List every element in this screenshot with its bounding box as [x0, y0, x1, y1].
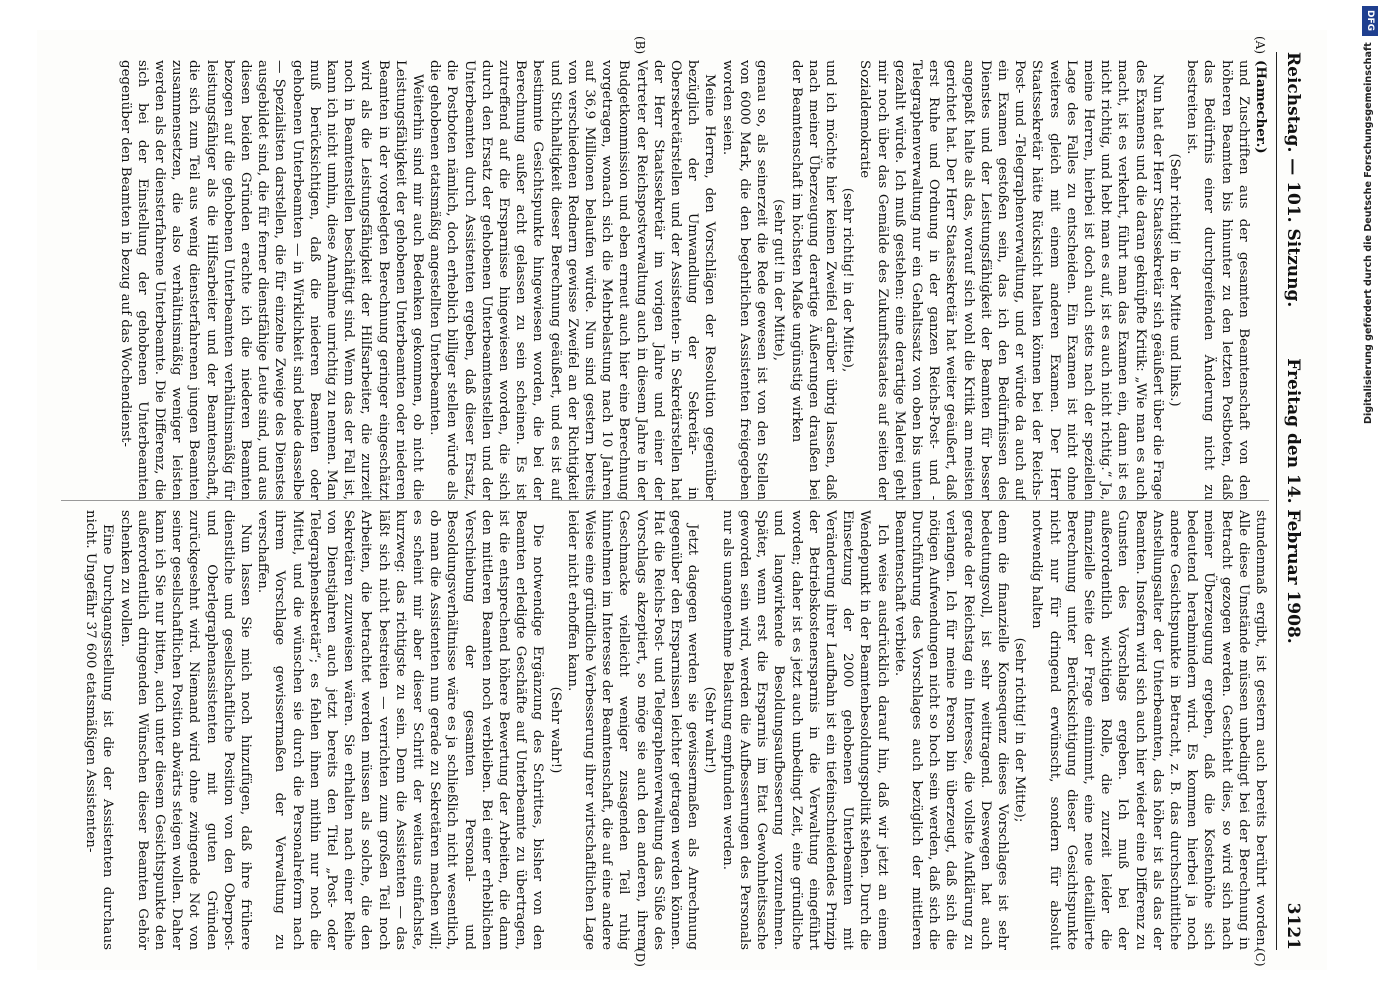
interjection: (sehr richtig! in der Mitte); [1012, 637, 1028, 823]
interjection: (Sehr wahr!) [702, 686, 718, 774]
paragraph: Eine Durchgangsstellung ist die der Assistenten durchaus nicht. Ungefähr 37 600 etatsmäßigen Assistenten- [83, 510, 116, 950]
interjection: (Sehr wahr!) [547, 686, 563, 774]
header-session: Reichstag. — 101. Sitzung. [1283, 52, 1303, 308]
paragraph: Ich weise ausdrücklich darauf hin, daß wir jetzt an einem Wendepunkt in der Beamtenbesoldungspolitik stehen. Durch die Einsetzung der 2000 gehobenen Unterbeamten mit Veränderung ihrer Laufbahn ist ein tiefeinschneidendes Prinzip der Betriebskostenersparnis in die Verwaltung eingeführt worden; daher ist es jetzt auch unbedingt Zeit, eine gründliche und langwirkende Besoldungsaufbesserung vorzunehmen. Später, wenn erst die Ersparnis im Etat Gewohnheitssache geworden sein wird, werden die Aufbesserungen des Personals nur als unangenehme Belastung empfunden werden. [719, 510, 890, 950]
dfg-credit [1362, 6, 1378, 994]
column-divider [61, 500, 1269, 501]
dfg-credit-text: Digitalisierung gefördert durch die Deutsche Forschungsgemeinschaft [1363, 42, 1374, 424]
paragraph: und Zuschriften aus der gesamten Beamtenschaft von den höheren Beamten bis hinunter zu den letzten Postboten, daß das Bedürfnis einer durchgreifenden Änderung nicht zu bestreiten ist. [1184, 60, 1251, 500]
speaker-name: (Hamecher.) [1253, 60, 1269, 154]
interjection: (sehr gut! in der Mitte), [771, 199, 787, 361]
margin-mark-c: (C) [1253, 948, 1267, 967]
header-date: Freitag den 14. Februar 1908. [1283, 358, 1303, 644]
page-number: 3121 [1283, 902, 1303, 950]
margin-mark-a: (A) [1253, 36, 1267, 55]
left-column [57, 60, 1269, 500]
paragraph: stundenmaß ergibt, ist gestern auch bereits berührt worden. Alle diese Umstände müssen unbedingt bei der Berechnung in Betracht gezogen werden. Geschieht dies, so wird sich nach meiner Überzeugung ergeben, daß die Kostenhöhe sich bedeutend herabmindern wird. Es kommen hierbei ja noch andere Gesichtspunkte in Betracht, z. B. das durchschnittliche Anstellungsalter der Unterbeamten, das höher ist als das der Beamten. Insofern wird sich auch hier wieder eine Differenz zu Gunsten des Vorschlags ergeben. Ich muß bei der außerordentlich wichtigen Rolle, die zurzeit leider die finanzielle Seite der Frage einnimmt, eine neue detaillierte Berechnung unter Berücksichtigung dieser Gesichtspunkte nicht nur für dringend erwünscht, sondern für absolut notwendig halten [1029, 510, 1268, 950]
page-header [1276, 52, 1303, 950]
paragraph: und ich möchte hier keinen Zweifel darüber übrig lassen, daß nach meiner Überzeugung derartige Äußerungen draußen bei der Beamtenschaft im höchsten Maße ungünstig wirken [788, 60, 838, 500]
paragraph: denn die finanzielle Konsequenz dieses Vorschlages ist sehr bedeutungsvoll, ist sehr weittragend. Deswegen hat auch gerade der Reichstag ein Interesse, die vollste Aufklärung zu verlangen. Ich für meine Person bin überzeugt, daß sich die nötigen Aufwendungen nicht so hoch sein werden, daß sich die Durchführung des Vorschlages auch bezüglich der mittleren Beamtenschaft verbiete. [891, 510, 1010, 950]
paragraph: Nun hat der Herr Staatssekretär sich geäußert über die Frage des Examens und die daran geknüpfte Kritik: „Wie man es auch macht, ist es verkehrt, führt man das Examen ein, dann ist es nicht richtig, und hebt man es auf, ist es auch nicht richtig.“ Ja, meine Herren, hierbei ist doch auch stets nach der speziellen Lage des Falles zu entscheiden. Ein Examen ist nicht ohne weiteres gleich mit einem anderen Examen. Der Herr Staatssekretär hätte Rücksicht halten können bei der Reichs-Post- und -Telegraphenverwaltung, und er würde da auch auf ein Examen gestoßen sein, das ich den Bedürfnissen des Dienstes und der Leistungsfähigkeit der Beamten für besser angepaßt halte als das, worauf sich wohl die Kritik am meisten gerichtet hat. Der Herr Staatssekretär hat weiter geäußert, daß erst Ruhe und Ordnung in der ganzen Reichs-Post- und -Telegraphenverwaltung nur ein Gehaltssatz von oben bis unten gezahlt würde. Ich muß gestehen: eine derartige Malerei geht mir noch über das Gemälde des Zukunftsstaates auf seiten der Sozialdemokratie [857, 60, 1165, 500]
paragraph: Weiterhin sind mir auch Bedenken gekommen, ob nicht die Leistungsfähigkeit der gehobenen Unterbeamten oder niederen Beamten in der vorgelegten Berechnung geringer eingeschätzt wird als die Leistungsfähigkeit der Hilfsarbeiter, die zurzeit noch in Beamtenstellen beschäftigt sind. Wenn das der Fall ist, kann ich nicht umhin, diese Annahme unrichtig zu nennen. Man muß berücksichtigen, daß die niederen Beamten oder gehobenen Unterbeamten — in Wirklichkeit sind beide dasselbe — Spezialisten darstellen, die für einzelne Zweige des Dienstes ausgebildet sind, die für ferner dienstfähige Leute sind, und aus diesen beiden Gründen erachte ich die niederen Beamten bezogen auf die gehobenen Unterbeamten verhältnismäßig für leistungsfähiger als die Hilfsarbeiter und der Beamtenschaft, die sich zum Teil aus wenig diensterfahrenen jungen Beamten zusammensetzen, die also verhältnismäßig weniger leisten werden als der diensterfahrene Unterbeamte. Die Differenz, die sich bei der Einstellung der gehobenen Unterbeamten gegenüber den Beamten in bezug auf das Wochendienst- [117, 60, 426, 500]
interjection: (sehr richtig! in der Mitte), [840, 187, 856, 373]
right-column [57, 510, 1269, 950]
margin-mark-d: (D) [633, 948, 647, 967]
document-page [37, 30, 1327, 970]
paragraph: Jetzt dagegen werden sie gewissermaßen als Anrechnung gegenüber den Ersparnissen leichter getragen werden können. Hat die Reichs-Post- und Telegraphenverwaltung das Süße des Vorschlags akzeptiert, so möge sie auch den anderen, ihrem Geschmacke vielleicht weniger zusagenden Teil ruhig hinnehmen im Interesse der Beamtenschaft, die auf eine andere Weise eine gründliche Verbesserung ihrer wirtschaftlichen Lage leider nicht erhoffen kann. [564, 510, 701, 950]
dfg-logo: DFG [1362, 6, 1378, 36]
paragraph: Meine Herren, den Vorschlägen der Resolution gegenüber bezüglich der Umwandlung der Sekretär- in Obersekretärstellen und der Assistenten- in Sekretärstellen hat der Herr Staatssekretär im vorigen Jahre und einer der Vertreter der Reichspostverwaltung auch in diesem Jahre in der Budgetkommission und eben erneut auch hier eine Berechnung vorgetragen, wonach sich die Mehrbelastung nach 10 Jahren auf 36,9 Millionen belaufen würde. Nun sind gestern bereits von verschiedenen Rednern gewisse Zweifel an der Richtigkeit und Stichhaltigkeit dieser Berechnung geäußert, und es ist auf bestimmte Gesichtspunkte hingewiesen worden, die bei der Berechnung außer acht gelassen zu sein scheinen. Es ist zutreffend auf die Ersparnisse hingewiesen worden, die sich durch den Ersatz der gehobenen Unterbeamtenstellen und der Unterbeamten durch Assistenten ergeben, daß dieser Ersatz, die Postboten nämlich, doch erheblich billiger stellen würde als die gehobenen etatsmäßig angestellten Unterbeamten. [427, 60, 718, 500]
margin-mark-b: (B) [633, 36, 647, 55]
paragraph: genau so, als seinerzeit die Rede gewesen ist von den Stellen von 6000 Mark, die den begehrlichen Assistenten freigegeben worden seien. [719, 60, 770, 500]
paragraph: Nun lassen Sie mich noch hinzufügen, daß ihre frühere dienstliche und gesellschaftliche Position von den Oberpost- und Oberlegraphenassistenten mit guten Gründen zurückgesehnt wird. Niemand wird ohne zwingende Not von seiner gesellschaftlichen Position abwärts steigen wollen. Daher kann ich Sie nur bitten, auch unter diesem Gesichtspunkte den außerordentlich dringenden Wünschen dieser Beamten Gehör schenken zu wollen. [117, 510, 254, 950]
interjection: (Sehr richtig! in der Mitte und links.) [1166, 153, 1182, 407]
paragraph: Die notwendige Ergänzung des Schrittes, bisher von den Beamten erledigte Geschäfte auf Unterbeamte zu übertragen, ist die entsprechend höhere Bewertung der Arbeiten, die dann den mittleren Beamten noch verbleiben. Bei einer erheblichen Verschiebung der gesamten Personal- und Besoldungsverhältnisse wäre es ja schließlich nicht wesentlich, ob man die Assistenten nun gerade zu Sekretären machen will; es scheint mir aber dieser Schritt der weitaus einfachste, kurzweg: das richtigste zu sein. Denn die Assistenten — das läßt sich nicht bestreiten — verrichten zum großen Teil noch Arbeiten, die betrachtet werden müssen als solche, die den Sekretären zuzuweisen wären. Sie erhalten nach einer Reihe von Dienstjahren auch jetzt bereits den Titel „Post- oder Telegraphensekretär“; es fehlen ihnen mithin nur noch die Mittel, und die wünschen sie durch die Personalreform nach ihrem Vorschlage gewissermaßen der Verwaltung zu verschaffen. [255, 510, 546, 950]
